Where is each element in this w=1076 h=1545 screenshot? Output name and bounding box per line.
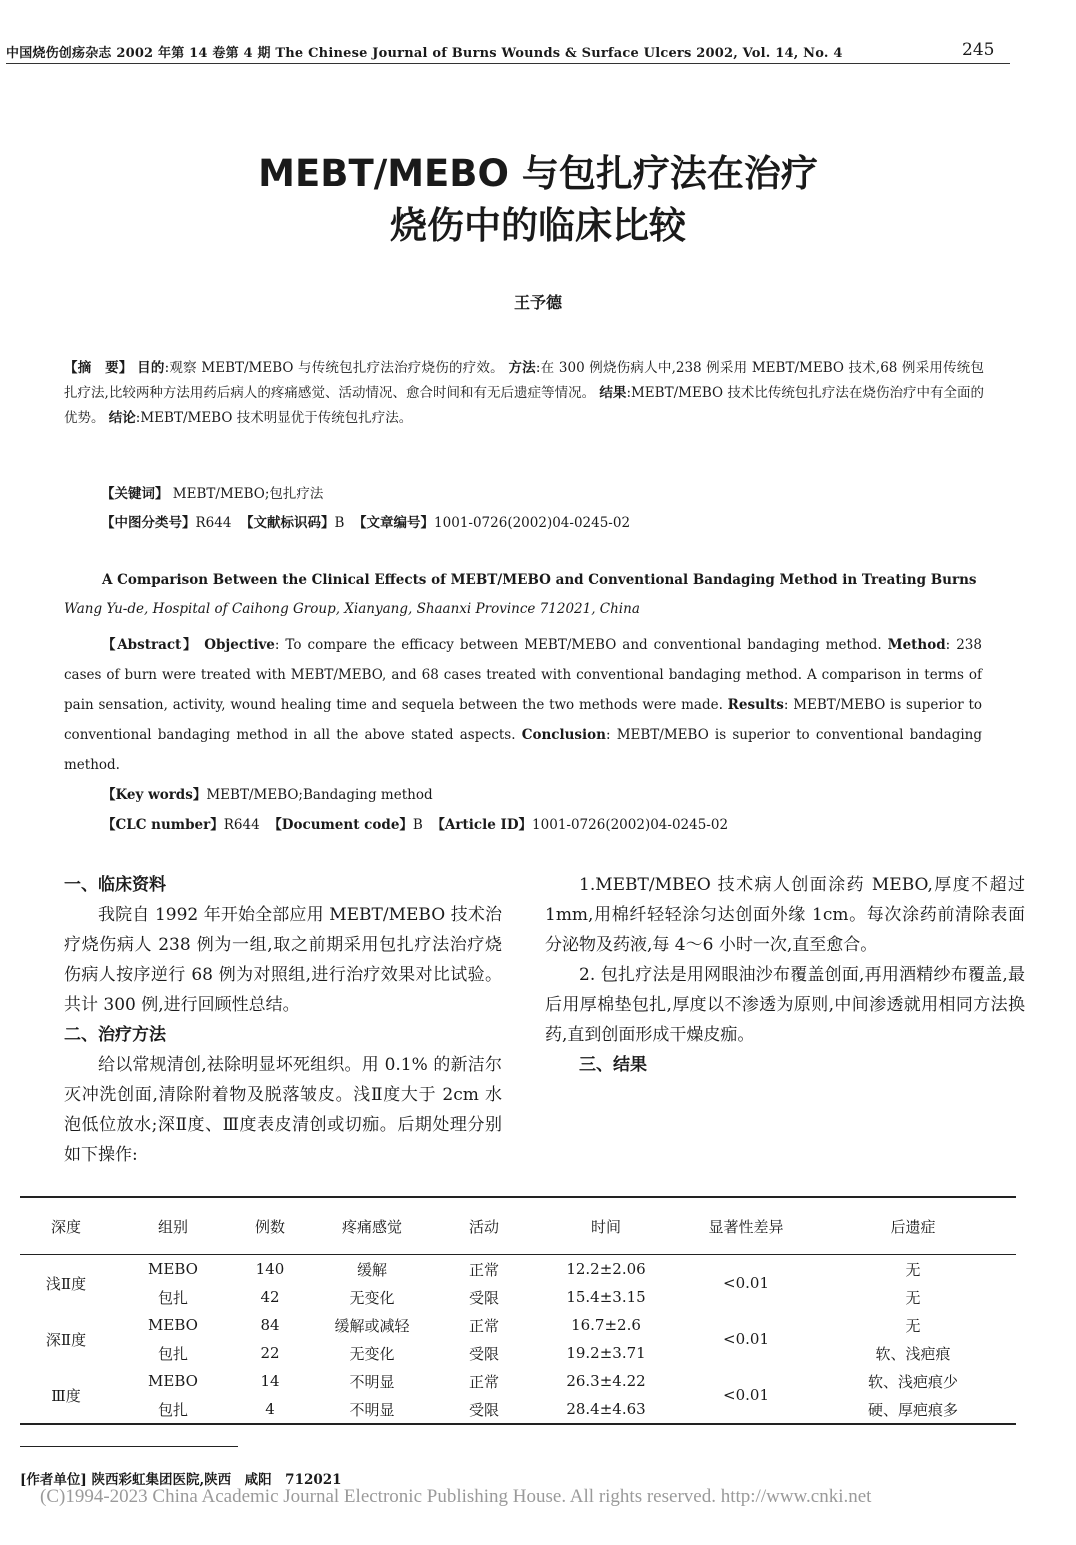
time-cell: 15.4±3.15 — [566, 1288, 646, 1306]
group-cell: 包扎 — [157, 1344, 188, 1363]
classification-cn — [101, 511, 630, 531]
results-table — [20, 1196, 1016, 1425]
doc-code-cn-label: 【文献标识码】 — [240, 515, 335, 531]
significance-cell: <0.01 — [723, 1274, 769, 1292]
objective-en-label: Objective — [204, 637, 275, 653]
group-cell: MEBO — [148, 1372, 198, 1390]
time-cell: 28.4±4.63 — [566, 1400, 646, 1418]
conclusion-en-text: : MEBT/MEBO is superior to conventional bandaging method. — [64, 727, 983, 773]
objective-text: :观察 MEBT/MEBO 与传统包扎疗法治疗烧伤的疗效。 — [164, 360, 504, 376]
sequela-cell: 软、浅疤痕少 — [867, 1372, 958, 1391]
english-affiliation: Wang Yu-de, Hospital of Caihong Group, Xianyang, Shaanxi Province 712021, China — [64, 601, 640, 617]
treatment-item-2: 2. 包扎疗法是用网眼油沙布覆盖创面,再用酒精纱布覆盖,最后用厚棉垫包扎,厚度以不渗透为原则,中间渗透就用相同方法换药,直到创面形成干燥皮痂。 — [545, 965, 1025, 1045]
pain-cell: 缓解 — [356, 1260, 387, 1279]
title-line-2: 烧伤中的临床比较 — [390, 204, 686, 247]
article-title — [0, 148, 1076, 252]
header-count: 例数 — [234, 1197, 306, 1255]
author-affiliation-footnote — [20, 1468, 342, 1488]
pain-cell: 无变化 — [349, 1344, 395, 1363]
english-title: A Comparison Between the Clinical Effects of MEBT/MEBO and Conventional Bandaging Method in Treating Burns — [102, 572, 977, 588]
sequela-cell: 无 — [905, 1260, 921, 1279]
result-text: :MEBT/MEBO 技术比传统包扎疗法在烧伤治疗中有全面的优势。 — [64, 385, 984, 426]
count-cell: 42 — [260, 1288, 280, 1306]
conclusion-text: :MEBT/MEBO 技术明显优于传统包扎疗法。 — [135, 410, 413, 426]
abstract-en-label: 【Abstract】 — [102, 637, 199, 653]
classification-en — [64, 810, 982, 840]
section-2-heading: 二、治疗方法 — [64, 1025, 166, 1045]
count-cell: 14 — [260, 1372, 280, 1390]
count-cell: 84 — [260, 1316, 280, 1334]
result-label: 结果 — [599, 385, 627, 401]
copyright-watermark: (C)1994-2023 China Academic Journal Electronic Publishing House. All rights reserved. http://www.cnki.net — [40, 1486, 872, 1507]
keywords-cn — [101, 482, 323, 502]
pain-cell: 不明显 — [349, 1400, 395, 1419]
results-en-text: : MEBT/MEBO is superior to conventional bandaging method in all the above stated aspects. — [64, 697, 982, 743]
activity-cell: 正常 — [468, 1372, 499, 1391]
results-en-label: Results — [727, 697, 784, 713]
clc-cn-label: 【中图分类号】 — [101, 515, 196, 531]
author-name: 王予德 — [513, 293, 562, 312]
activity-cell: 受限 — [468, 1344, 499, 1363]
sequela-cell: 无 — [905, 1316, 921, 1335]
footnote-label: [作者单位] — [20, 1472, 87, 1488]
doc-code-en-label: 【Document code】 — [268, 817, 413, 833]
objective-en-text: : To compare the efficacy between MEBT/MEBO and conventional bandaging method. — [274, 637, 882, 653]
group-cell: 包扎 — [157, 1400, 188, 1419]
doc-code-en-value: B — [412, 817, 423, 833]
doc-code-cn-value: B — [334, 515, 345, 531]
group-cell: 包扎 — [157, 1288, 188, 1307]
keywords-en-value: MEBT/MEBO;Bandaging method — [206, 787, 433, 803]
count-cell: 4 — [265, 1400, 275, 1418]
time-cell: 16.7±2.6 — [571, 1316, 641, 1334]
pain-cell: 不明显 — [349, 1372, 395, 1391]
depth-cell: Ⅲ度 — [51, 1386, 81, 1405]
method-label: 方法 — [508, 360, 536, 376]
group-cell: MEBO — [148, 1260, 198, 1278]
abstract-en — [64, 630, 982, 840]
activity-cell: 正常 — [468, 1260, 499, 1279]
sequela-cell: 无 — [905, 1288, 921, 1307]
footnote-divider — [20, 1446, 238, 1447]
method-text: :在 300 例烧伤病人中,238 例采用 MEBT/MEBO 技术,68 例采用传统包扎疗法,比较两种方法用药后病人的疼痛感觉、活动情况、愈合时间和有无后遗症等情况。 — [64, 360, 985, 401]
table-row — [20, 1283, 1016, 1311]
header-pain: 疼痛感觉 — [306, 1197, 438, 1255]
footnote-text: 陕西彩虹集团医院,陕西 咸阳 712021 — [91, 1472, 342, 1488]
abstract-cn-label: 【摘 要】 — [64, 360, 133, 376]
keywords-en-label: 【Key words】 — [102, 787, 207, 803]
page-number: 245 — [962, 40, 995, 60]
keywords-cn-label: 【关键词】 — [101, 486, 169, 502]
clc-cn-value: R644 — [195, 515, 232, 531]
body-left-column — [64, 870, 502, 1170]
clc-en-label: 【CLC number】 — [102, 817, 224, 833]
section-3-heading: 三、结果 — [579, 1055, 647, 1075]
significance-cell: <0.01 — [723, 1330, 769, 1348]
depth-cell: 浅Ⅱ度 — [45, 1274, 87, 1293]
header-depth: 深度 — [20, 1197, 112, 1255]
body-right-column — [545, 870, 1025, 1080]
sequela-cell: 软、浅疤痕 — [875, 1344, 951, 1363]
conclusion-label: 结论 — [108, 410, 136, 426]
time-cell: 26.3±4.22 — [566, 1372, 646, 1390]
article-id-cn-value: 1001-0726(2002)04-0245-02 — [434, 515, 631, 531]
header-time: 时间 — [530, 1197, 682, 1255]
time-cell: 19.2±3.71 — [566, 1344, 646, 1362]
depth-cell: 深Ⅱ度 — [45, 1330, 87, 1349]
method-en-label: Method — [887, 637, 946, 653]
activity-cell: 受限 — [468, 1400, 499, 1419]
count-cell: 140 — [255, 1260, 285, 1278]
abstract-cn — [64, 356, 984, 431]
activity-cell: 正常 — [468, 1316, 499, 1335]
table-header-row — [20, 1197, 1016, 1255]
table-row — [20, 1311, 1016, 1339]
clc-en-value: R644 — [223, 817, 260, 833]
keywords-en — [64, 780, 982, 810]
activity-cell: 受限 — [468, 1288, 499, 1307]
significance-cell: <0.01 — [723, 1386, 769, 1404]
title-line-1: MEBT/MEBO 与包扎疗法在治疗 — [258, 152, 818, 195]
header-significance: 显著性差异 — [682, 1197, 810, 1255]
method-en-text: : 238 cases of burn were treated with MEBT/MEBO, and 68 cases treated with conventional bandaging method. A comparison in terms of pain sensation, activity, wound healing time and sequela between the two methods were made. — [64, 637, 982, 713]
pain-cell: 无变化 — [349, 1288, 395, 1307]
objective-label: 目的 — [137, 360, 165, 376]
section-1-heading: 一、临床资料 — [64, 875, 166, 895]
running-header: 中国烧伤创疡杂志 2002 年第 14 卷第 4 期 The Chinese Journal of Burns Wounds & Surface Ulcers 2002, Vol. 14, No. 4 — [6, 42, 1010, 64]
sequela-cell: 硬、厚疤痕多 — [867, 1400, 958, 1419]
header-group: 组别 — [112, 1197, 234, 1255]
abstract-en-body — [64, 630, 982, 780]
table-row — [20, 1339, 1016, 1367]
article-id-cn-label: 【文章编号】 — [353, 515, 435, 531]
article-id-en-value: 1001-0726(2002)04-0245-02 — [532, 817, 729, 833]
table-row — [20, 1255, 1016, 1284]
count-cell: 22 — [260, 1344, 280, 1362]
time-cell: 12.2±2.06 — [566, 1260, 646, 1278]
header-sequela: 后遗症 — [810, 1197, 1016, 1255]
treatment-item-1: 1.MEBT/MBEO 技术病人创面涂药 MEBO,厚度不超过 1mm,用棉纤轻轻涂匀达创面外缘 1cm。每次涂药前清除表面分泌物及药液,每 4～6 小时一次,直至愈合。 — [545, 875, 1025, 955]
conclusion-en-label: Conclusion — [521, 727, 606, 743]
table-row — [20, 1395, 1016, 1424]
header-activity: 活动 — [438, 1197, 530, 1255]
table-row — [20, 1367, 1016, 1395]
section-2-paragraph: 给以常规清创,祛除明显坏死组织。用 0.1% 的新洁尔灭冲洗创面,清除附着物及脱落皱皮。浅Ⅱ度大于 2cm 水泡低位放水;深Ⅱ度、Ⅲ度表皮清创或切痂。后期处理分别如下操作: — [64, 1055, 502, 1165]
section-1-paragraph: 我院自 1992 年开始全部应用 MEBT/MEBO 技术治疗烧伤病人 238 例为一组,取之前期采用包扎疗法治疗烧伤病人按序逆行 68 例为对照组,进行治疗效果对比试验。共计 300 例,进行回顾性总结。 — [64, 905, 502, 1015]
pain-cell: 缓解或减轻 — [334, 1316, 410, 1335]
keywords-cn-value: MEBT/MEBO;包扎疗法 — [172, 486, 324, 502]
article-id-en-label: 【Article ID】 — [431, 817, 533, 833]
group-cell: MEBO — [148, 1316, 198, 1334]
